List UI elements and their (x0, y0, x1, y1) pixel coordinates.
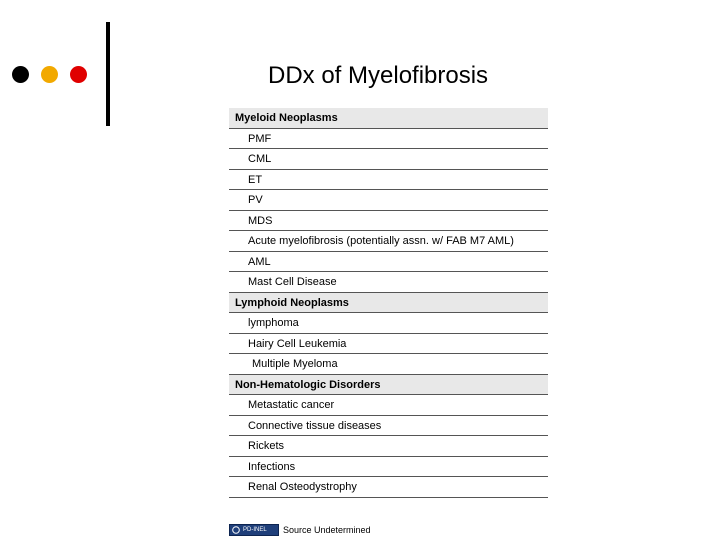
license-badge[interactable] (229, 524, 279, 536)
table-section-header: Lymphoid Neoplasms (229, 293, 548, 314)
table-row: PMF (229, 129, 548, 150)
table-row: Metastatic cancer (229, 395, 548, 416)
table-row: CML (229, 149, 548, 170)
table-section-header: Non-Hematologic Disorders (229, 375, 548, 396)
table-row: Hairy Cell Leukemia (229, 334, 548, 355)
source-attribution: Source Undetermined (283, 525, 371, 535)
table-row: Multiple Myeloma (229, 354, 548, 375)
table-row: Mast Cell Disease (229, 272, 548, 293)
orange-dot-icon (41, 66, 58, 83)
table-section-header: Myeloid Neoplasms (229, 108, 548, 129)
table-row: lymphoma (229, 313, 548, 334)
table-row: Renal Osteodystrophy (229, 477, 548, 498)
bullet-dots-decoration (12, 66, 92, 84)
table-row: PV (229, 190, 548, 211)
ddx-table (229, 108, 548, 498)
license-badge-label: PD-INEL (243, 527, 267, 533)
table-row: AML (229, 252, 548, 273)
table-row: Connective tissue diseases (229, 416, 548, 437)
black-dot-icon (12, 66, 29, 83)
table-row: ET (229, 170, 548, 191)
red-dot-icon (70, 66, 87, 83)
license-badge-icon (232, 526, 240, 534)
table-row: Rickets (229, 436, 548, 457)
vertical-divider (106, 22, 110, 126)
table-row: MDS (229, 211, 548, 232)
slide-title: DDx of Myelofibrosis (268, 62, 489, 89)
table-row: Acute myelofibrosis (potentially assn. w/ FAB M7 AML) (229, 231, 548, 252)
table-row: Infections (229, 457, 548, 478)
